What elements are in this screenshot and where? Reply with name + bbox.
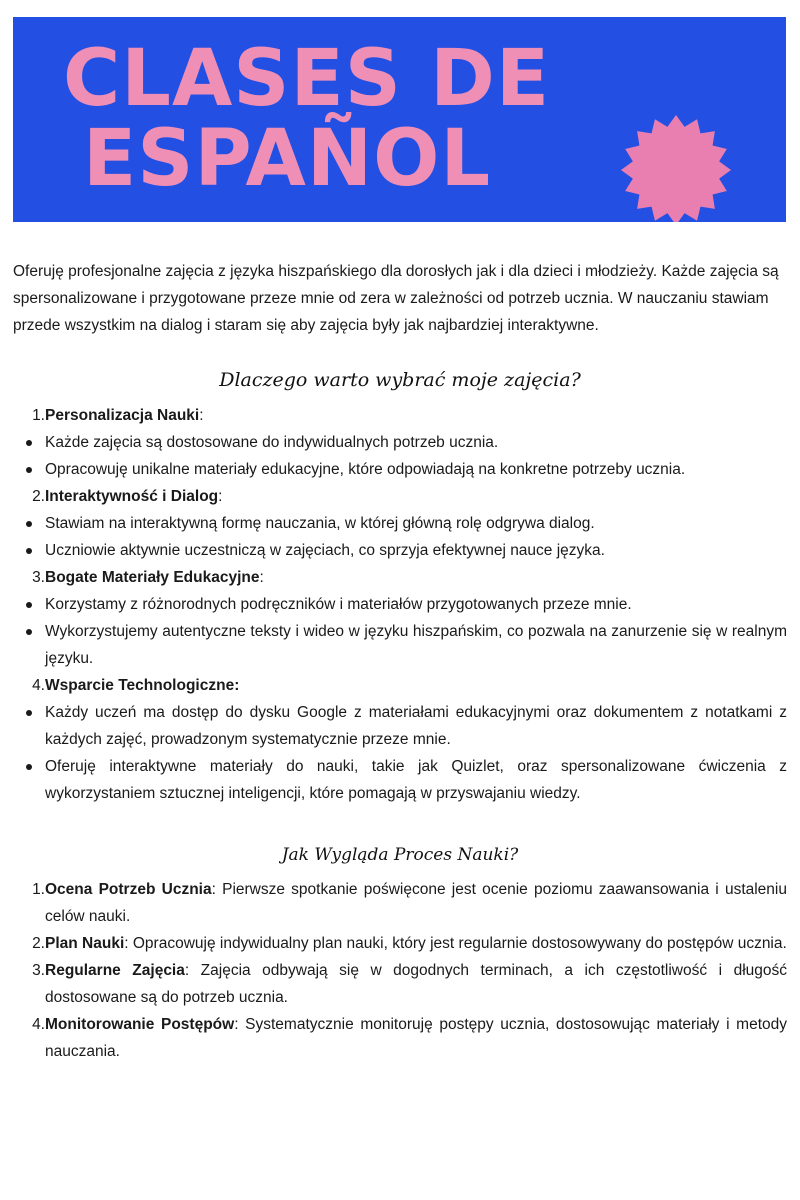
process-item-number: 4. xyxy=(32,1016,45,1033)
process-heading: Jak Wygląda Proces Nauki? xyxy=(281,845,519,865)
process-item-4 xyxy=(13,1011,787,1065)
bullet-text: Każdy uczeń ma dostęp do dysku Google z materiałami edukacyjnymi oraz dokumentem z notatkami z każdych zajęć, prowadzonym systematycznie przeze mnie. xyxy=(45,704,787,748)
bullet-item xyxy=(13,510,787,537)
why-item-number: 3. xyxy=(32,569,45,586)
why-item-suffix: : xyxy=(218,488,223,505)
bullet-text: Każde zajęcia są dostosowane do indywidualnych potrzeb ucznia. xyxy=(45,434,499,451)
process-item-text: : Zajęcia odbywają się w dogodnych terminach, a ich częstotliwość i długość dostosowane są do potrzeb ucznia. xyxy=(45,962,788,1006)
bullet-text: Opracowuję unikalne materiały edukacyjne, które odpowiadają na konkretne potrzeby ucznia. xyxy=(45,461,686,478)
process-item-number: 3. xyxy=(32,962,45,979)
process-item-title: Ocena Potrzeb Ucznia xyxy=(45,881,212,898)
bullet-text: Korzystamy z różnorodnych podręczników i materiałów przygotowanych przeze mnie. xyxy=(45,596,632,613)
process-item-2 xyxy=(13,930,787,957)
banner-title-line-2: ESPAÑOL xyxy=(83,114,492,204)
process-item-text: : Opracowuję indywidualny plan nauki, który jest regularnie dostosowywany do postępów ucznia. xyxy=(124,935,787,952)
banner-title xyxy=(63,34,551,204)
why-item-title: Personalizacja Nauki xyxy=(45,407,200,424)
why-item-suffix: : xyxy=(199,407,204,424)
why-item-2 xyxy=(13,483,787,510)
starburst-shape xyxy=(621,115,731,222)
process-item-number: 1. xyxy=(32,881,45,898)
why-list xyxy=(13,402,787,807)
why-item-title: Interaktywność i Dialog xyxy=(45,488,219,505)
why-item-3 xyxy=(13,564,787,591)
bullet-item xyxy=(13,537,787,564)
bullet-item xyxy=(13,456,787,483)
bullet-text: Uczniowie aktywnie uczestniczą w zajęciach, co sprzyja efektywnej nauce języka. xyxy=(45,542,605,559)
why-item-suffix: : xyxy=(259,569,264,586)
intro-paragraph: Oferuję profesjonalne zajęcia z języka hiszpańskiego dla dorosłych jak i dla dzieci i młodzieży. Każde zajęcia są spersonalizowane i przygotowane przeze mnie od zera w zależności od potrzeb ucznia. W nauczaniu stawiam przede wszystkim na dialog i staram się aby zajęcia były jak najbardziej interaktywne. xyxy=(13,263,779,334)
bullet-item xyxy=(13,699,787,753)
bullet-item xyxy=(13,591,787,618)
header-banner xyxy=(13,17,786,222)
process-item-text: : Systematycznie monitoruję postępy ucznia, dostosowując materiały i metody nauczania. xyxy=(45,1016,787,1060)
process-item-number: 2. xyxy=(32,935,45,952)
why-item-number: 1. xyxy=(32,407,45,424)
process-item-1 xyxy=(13,876,787,930)
why-heading: Dlaczego warto wybrać moje zajęcia? xyxy=(219,369,581,391)
why-item-number: 2. xyxy=(32,488,45,505)
why-item-1 xyxy=(13,402,787,429)
why-item-4 xyxy=(13,672,787,699)
banner-title-line-1: CLASES DE xyxy=(63,34,551,124)
bullet-text: Oferuję interaktywne materiały do nauki, takie jak Quizlet, oraz spersonalizowane ćwiczenia z wykorzystaniem sztucznej inteligencji, które pomagają w przyswajaniu wiedzy. xyxy=(45,758,787,802)
process-item-title: Monitorowanie Postępów xyxy=(45,1016,235,1033)
bullet-text: Wykorzystujemy autentyczne teksty i wideo w języku hiszpańskim, co pozwala na zanurzenie się w realnym języku. xyxy=(45,623,787,667)
starburst-icon xyxy=(620,114,732,222)
bullet-item xyxy=(13,429,787,456)
process-item-3 xyxy=(13,957,787,1011)
why-item-number: 4. xyxy=(32,677,45,694)
process-item-text: : Pierwsze spotkanie poświęcone jest ocenie poziomu zaawansowania i ustaleniu celów nauki. xyxy=(45,881,787,925)
process-item-title: Regularne Zajęcia xyxy=(45,962,185,979)
why-item-title: Wsparcie Technologiczne: xyxy=(45,677,240,694)
process-item-title: Plan Nauki xyxy=(45,935,125,952)
bullet-text: Stawiam na interaktywną formę nauczania, w której główną rolę odgrywa dialog. xyxy=(45,515,595,532)
bullet-item xyxy=(13,753,787,807)
why-item-title: Bogate Materiały Edukacyjne xyxy=(45,569,260,586)
bullet-item xyxy=(13,618,787,672)
process-list xyxy=(13,876,787,1065)
